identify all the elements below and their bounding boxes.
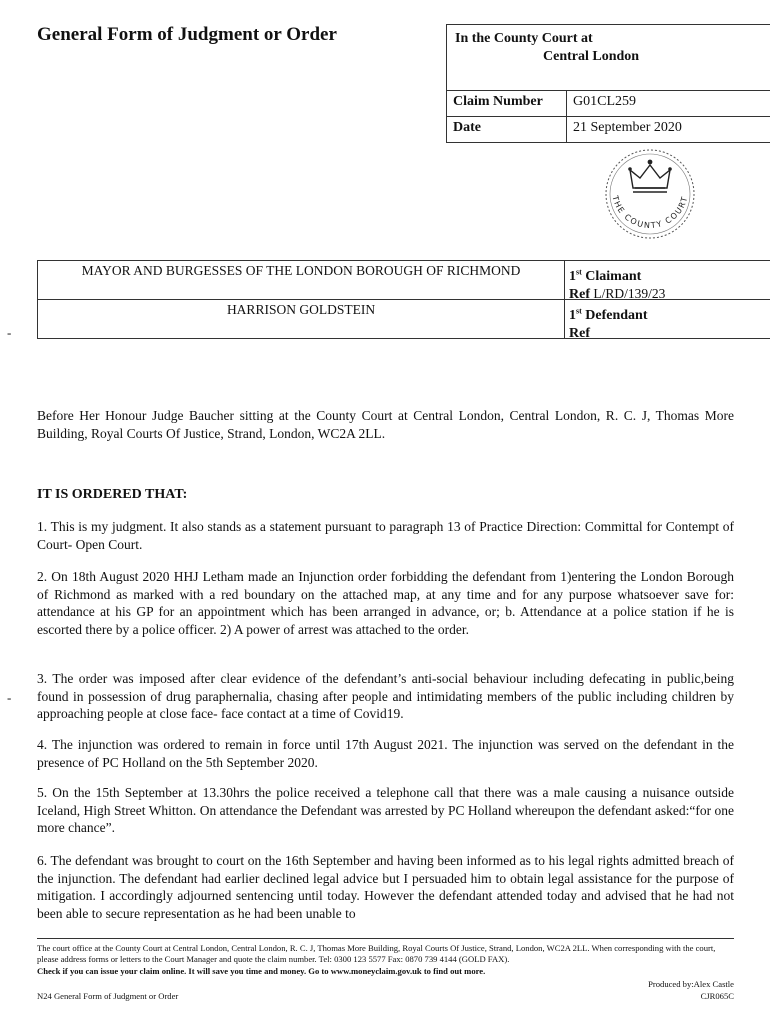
parties-table: [37, 260, 770, 339]
claim-number-row: [447, 91, 770, 116]
date-value: 21 September 2020: [573, 120, 682, 135]
paragraph-4: 4. The injunction was ordered to remain in force until 17th August 2021. The injunction was served on the defendant in the presence of PC Holland on the 5th September 2020.: [37, 737, 734, 770]
margin-mark: -: [7, 325, 12, 340]
claimant-name: MAYOR AND BURGESSES OF THE LONDON BOROUGH OF RICHMOND: [38, 261, 565, 299]
paragraph-5: 5. On the 15th September at 13.30hrs the police received a telephone call that there was a male causing a nuisance outside Iceland, High Street Whitton. On attendance the Defendant was arrested by PC Holland whereupon the defendant asked:“for one more chance”.: [37, 785, 734, 835]
footer-court-office: The court office at the County Court at Central London, Central London, R. C. J, Thomas More Building, Royal Courts Of Justice, Strand, London, WC2A 2LL. When corresponding with the court, please address forms or letters to the Court Manager and quote the claim number. Tel: 0300 123 5577 Fax: 0870 739 4144 (GOLD FAX).: [37, 943, 716, 964]
footer-form-name: N24 General Form of Judgment or Order: [37, 991, 179, 1001]
date-label: Date: [447, 117, 567, 142]
ordered-heading: IT IS ORDERED THAT:: [37, 487, 188, 502]
claimant-ordinal-suffix: st: [576, 267, 582, 276]
court-line-1: In the County Court at: [455, 31, 593, 46]
claimant-role-cell: [565, 261, 669, 302]
claimant-role: Claimant: [585, 268, 642, 284]
footer-produced-by: Produced by:Alex Castle: [648, 979, 734, 989]
party-row-defendant: [38, 299, 770, 341]
margin-mark: -: [7, 690, 12, 705]
paragraph-6: 6. The defendant was brought to court on the 16th September and having been informed as to his legal rights admitted breach of the injunction. The defendant had earlier declined legal advice but I persuaded him to obtain legal assistance for the purpose of mitigation. I accordingly adjourned sentencing until today. However the defendant attended today and advised that he had not been able to secure representation as he had been unable to: [37, 853, 734, 921]
paragraph-1: 1. This is my judgment. It also stands as a statement pursuant to paragraph 13 of Practice Direction: Committal for Contempt of Court- Open Court.: [37, 519, 734, 552]
claimant-ref-label: Ref: [569, 286, 590, 302]
court-seal-icon: [600, 148, 700, 240]
footer-divider: [37, 938, 734, 939]
party-row-claimant: [38, 261, 770, 302]
court-name-cell: [447, 25, 770, 91]
defendant-ordinal-suffix: st: [576, 306, 582, 315]
seal-text: THE COUNTY COURT: [610, 194, 690, 231]
before-judge-text: Before Her Honour Judge Baucher sitting at the County Court at Central London, Central London, R. C. J, Thomas More Building, Royal Courts Of Justice, Strand, London, WC2A 2LL.: [37, 408, 734, 441]
footer-moneyclaim-notice: [37, 966, 734, 977]
claimant-ref: L/RD/139/23: [593, 285, 666, 301]
claimant-ordinal: 1: [569, 268, 576, 284]
defendant-name: HARRISON GOLDSTEIN: [38, 300, 565, 338]
defendant-ref-label: Ref: [569, 325, 590, 341]
date-row: [447, 116, 770, 142]
claim-number-label: Claim Number: [447, 91, 567, 116]
defendant-role: Defendant: [585, 307, 648, 323]
defendant-role-cell: [565, 300, 652, 341]
footer-form-code: CJR065C: [700, 991, 734, 1001]
defendant-ordinal: 1: [569, 307, 576, 323]
footer-moneyclaim-text: Check if you can issue your claim online. It will save you time and money. Go to www.moneyclaim.gov.uk to find out more.: [37, 966, 486, 976]
court-info-box: [446, 24, 770, 143]
document-title: General Form of Judgment or Order: [37, 24, 337, 45]
claim-number-value: G01CL259: [573, 94, 636, 109]
court-line-2: Central London: [543, 49, 640, 64]
paragraph-3: 3. The order was imposed after clear evidence of the defendant’s anti-social behaviour including defecating in public,being found in possession of drug paraphernalia, chasing after people and intimidating members of the public including children by approaching people at close face- face contact at a time of Covid19.: [37, 671, 734, 721]
paragraph-2: 2. On 18th August 2020 HHJ Letham made an Injunction order forbidding the defendant from 1)entering the London Borough of Richmond as marked with a red boundary on the attached map, at any time and for any purpose whatsoever save for: attendance at his GP for an appointment which has been arranged in advance, or; b. Attendance at a police station if he is escorted there by a police officer. 2) A power of arrest was attached to the order.: [37, 569, 734, 637]
